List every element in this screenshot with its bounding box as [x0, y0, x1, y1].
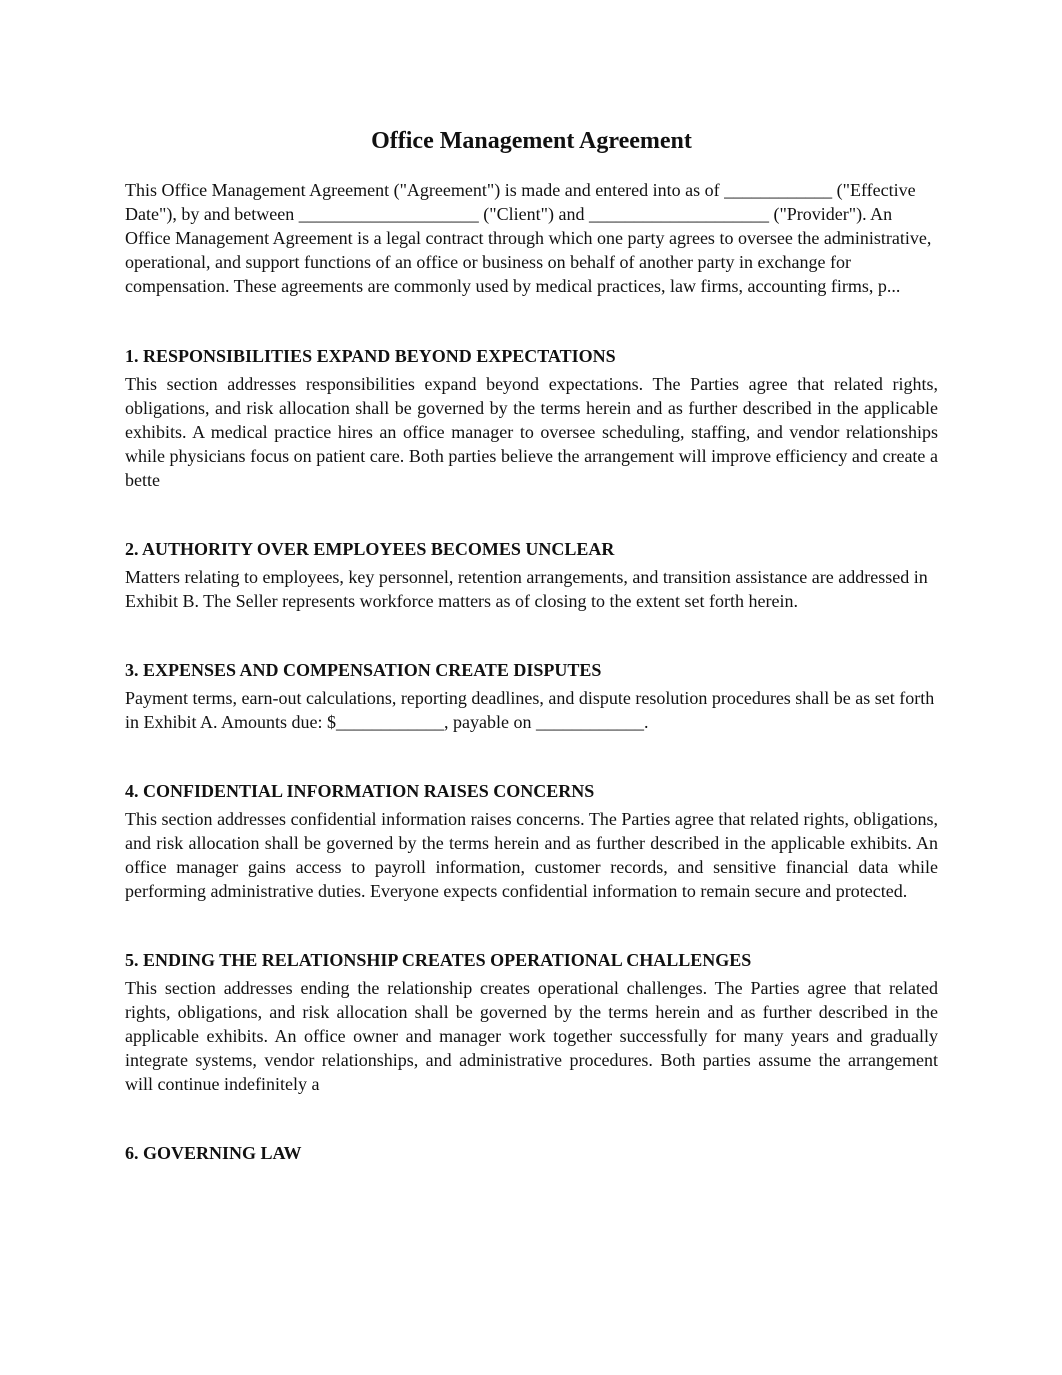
section-ending-relationship: [125, 948, 938, 1096]
document-content: [125, 124, 938, 1169]
section-body: This section addresses ending the relationship creates operational challenges. The Parties agree that related rights, obligations, and risk allocation shall be governed by the terms herein and as further described in the applicable exhibits. An office owner and manager work together successfully for many years and gradually integrate systems, vendor relationships, and administrative procedures. Both parties assume the arrangement will continue indefinitely a: [125, 978, 938, 1094]
section-confidential-information: [125, 779, 938, 903]
section-heading: 3. EXPENSES AND COMPENSATION CREATE DISPUTES: [125, 660, 602, 680]
section-heading: 4. CONFIDENTIAL INFORMATION RAISES CONCERNS: [125, 781, 595, 801]
document-title: Office Management Agreement: [371, 128, 692, 154]
section-body: This section addresses confidential information raises concerns. The Parties agree that related rights, obligations, and risk allocation shall be governed by the terms herein and as further described in the applicable exhibits. An office manager gains access to payroll information, customer records, and sensitive financial data while performing administrative duties. Everyone expects confidential information to remain secure and protected.: [125, 809, 938, 901]
section-body: This section addresses responsibilities expand beyond expectations. The Parties agree that related rights, obligations, and risk allocation shall be governed by the terms herein and as further described in the applicable exhibits. A medical practice hires an office manager to oversee scheduling, staffing, and vendor relationships while physicians focus on patient care. Both parties believe the arrangement will improve efficiency and create a bette: [125, 374, 938, 490]
section-expenses-compensation: [125, 658, 938, 734]
section-heading: 1. RESPONSIBILITIES EXPAND BEYOND EXPECTATIONS: [125, 346, 616, 366]
section-heading: 6. GOVERNING LAW: [125, 1143, 302, 1163]
section-responsibilities: [125, 344, 938, 492]
section-heading: 2. AUTHORITY OVER EMPLOYEES BECOMES UNCLEAR: [125, 539, 615, 559]
section-authority-over-employees: [125, 537, 938, 613]
section-heading: 5. ENDING THE RELATIONSHIP CREATES OPERATIONAL CHALLENGES: [125, 950, 752, 970]
section-governing-law: [125, 1141, 938, 1165]
section-body: Payment terms, earn-out calculations, reporting deadlines, and dispute resolution procedures shall be as set forth in Exhibit A. Amounts due: $____________, payable on ____________.: [125, 688, 935, 732]
section-body: Matters relating to employees, key personnel, retention arrangements, and transition assistance are addressed in Exhibit B. The Seller represents workforce matters as of closing to the extent set forth herein.: [125, 567, 928, 611]
intro-paragraph: This Office Management Agreement ("Agreement") is made and entered into as of ____________ ("Effective Date"), by and between ____________________ ("Client") and ____________________ ("Provider"). An Office Management Agreement is a legal contract through which one party agrees to oversee the administrative, operational, and support functions of an office or business on behalf of another party in exchange for compensation. These agreements are commonly used by medical practices, law firms, accounting firms, p...: [125, 180, 932, 296]
